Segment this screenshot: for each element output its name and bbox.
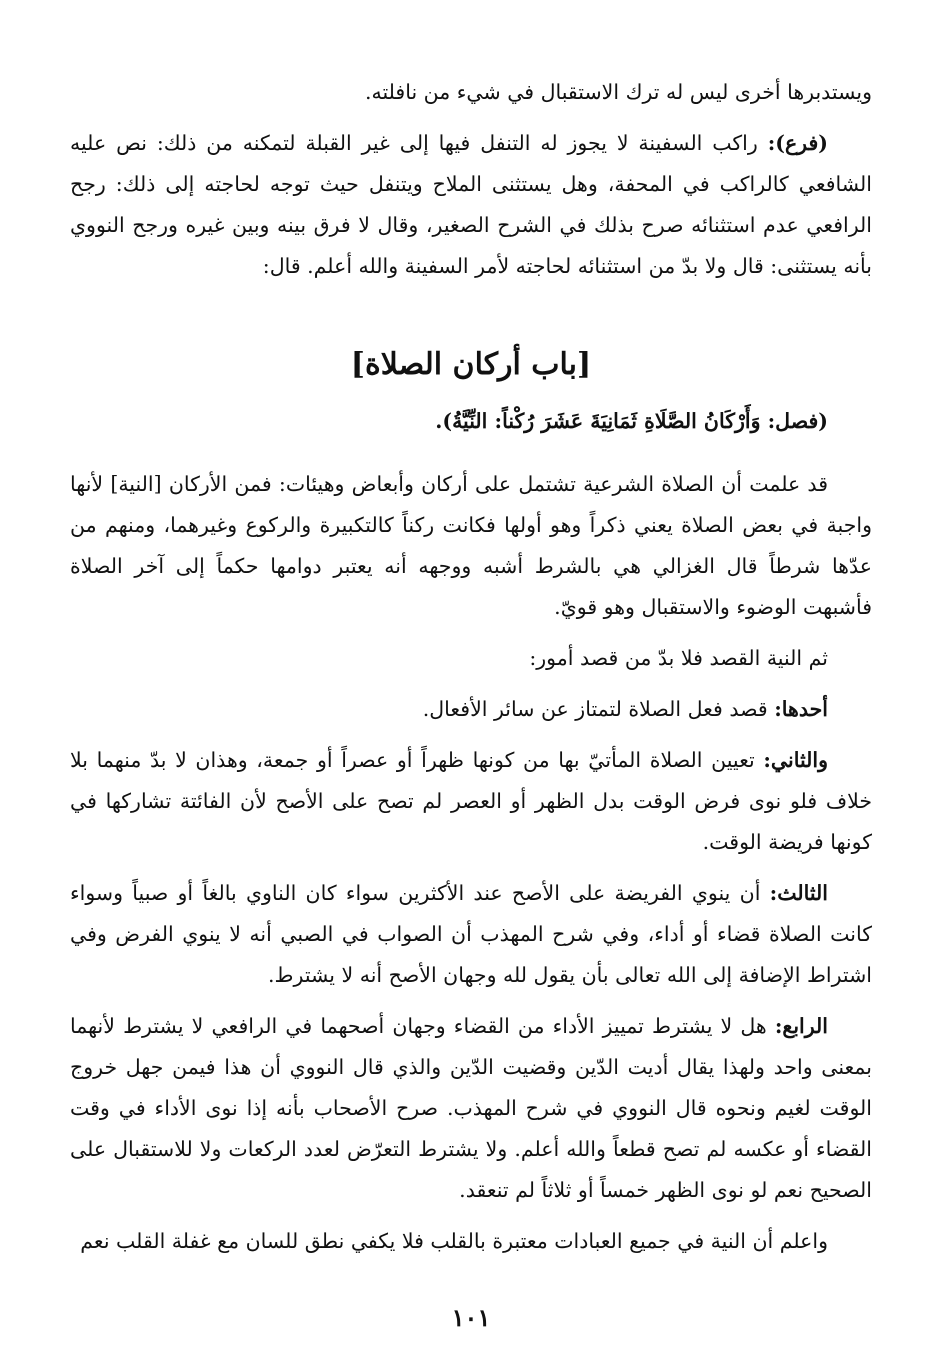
paragraph-far bbox=[70, 123, 872, 287]
paragraph-intro: قد علمت أن الصلاة الشرعية تشتمل على أركان وأبعاض وهيئات: فمن الأركان [النية] لأنها واجبة في بعض الصلاة يعني ذكراً وهو أولها فكانت ركناً كالتكبيرة والركوع وغيرهما، ومنهم من عدّها شرطاً قال الغزالي هي بالشرط أشبه ووجهه أنه يعتبر دوامها حكماً إلى آخر الصلاة فأشبهت الوضوء والاستقبال وهو قويّ. bbox=[70, 472, 872, 619]
fourth-label: الرابع: bbox=[774, 1014, 828, 1038]
first-text: قصد فعل الصلاة لتمتاز عن سائر الأفعال. bbox=[422, 697, 768, 721]
first-label: أحدها: bbox=[774, 697, 828, 721]
fourth-text: هل لا يشترط تمييز الأداء من القضاء وجهان أصحهما في الرافعي لا يشترط لأنهما بمعنى واحد ولهذا يقال أديت الدّين وقضيت الدّين والذي قال النووي أن هذا فيمن جهل خروج الوقت لغيم ونحوه قال النووي في شرح المهذب. صرح الأصحاب بأنه إذا نوى الأداء في وقت القضاء أو عكسه لم تصح قطعاً والله أعلم. ولا يشترط التعرّض لعدد الركعات ولا للاستقبال على الصحيح نعم لو نوى الظهر خمساً أو ثلاثاً لم تنعقد. bbox=[70, 1014, 872, 1202]
paragraph-first bbox=[70, 689, 872, 730]
spacer bbox=[70, 297, 872, 337]
paragraph-second bbox=[70, 740, 872, 863]
far-label: (فرع): bbox=[767, 131, 828, 155]
fasl-text: (فصل: وَأَرْكَانُ الصَّلَاةِ ثَمَانِيَةَ عَشَرَ رُكْناً: النِّيَّةُ). bbox=[435, 409, 828, 433]
third-text: أن ينوي الفريضة على الأصح عند الأكثرين سواء كان الناوي بالغاً أو صبياً وسواء كانت الصلاة قضاء أو أداء، وفي شرح المهذب أن الصواب في الصبي أنه لا ينوي الفرض وفي اشتراط الإضافة إلى الله تعالى بأن يقول لله وجهان الأصح أنه لا يشترط. bbox=[70, 881, 872, 987]
paragraph-continuation: ويستدبرها أخرى ليس له ترك الاستقبال في شيء من نافلته. bbox=[364, 80, 872, 104]
second-text: تعيين الصلاة المأتيّ بها من كونها ظهراً أو عصراً أو جمعة، وهذان لا بدّ منهما بلا خلاف فلو نوى فرض الوقت بدل الظهر أو العصر لم تصح على الأصح لأن الفائتة تشاركها في كونها فريضة الوقت. bbox=[70, 748, 872, 854]
page-number: ١٠١ bbox=[451, 1303, 491, 1332]
paragraph-thumma: ثم النية القصد فلا بدّ من قصد أمور: bbox=[529, 646, 828, 670]
far-text: راكب السفينة لا يجوز له التنفل فيها إلى غير القبلة لتمكنه من ذلك: نص عليه الشافعي كالراكب في المحفة، وهل يستثنى الملاح ويتنفل حيث توجه لحاجته إلى ذلك: رجح الرافعي عدم استثنائه صرح بذلك في الشرح الصغير، وقال لا فرق بينه وبين غيره ورجح النووي بأنه يستثنى: قال ولا بدّ من استثنائه لحاجته لأمر السفينة والله أعلم. قال: bbox=[70, 131, 872, 278]
third-label: الثالث: bbox=[769, 881, 828, 905]
fasl-heading bbox=[70, 401, 872, 442]
paragraph-last: واعلم أن النية في جميع العبادات معتبرة بالقلب فلا يكفي نطق للسان مع غفلة القلب نعم bbox=[80, 1229, 828, 1253]
second-label: والثاني: bbox=[763, 748, 828, 772]
section-title: [باب أركان الصلاة] bbox=[350, 347, 592, 382]
paragraph-fourth bbox=[70, 1006, 872, 1211]
paragraph-third bbox=[70, 873, 872, 996]
